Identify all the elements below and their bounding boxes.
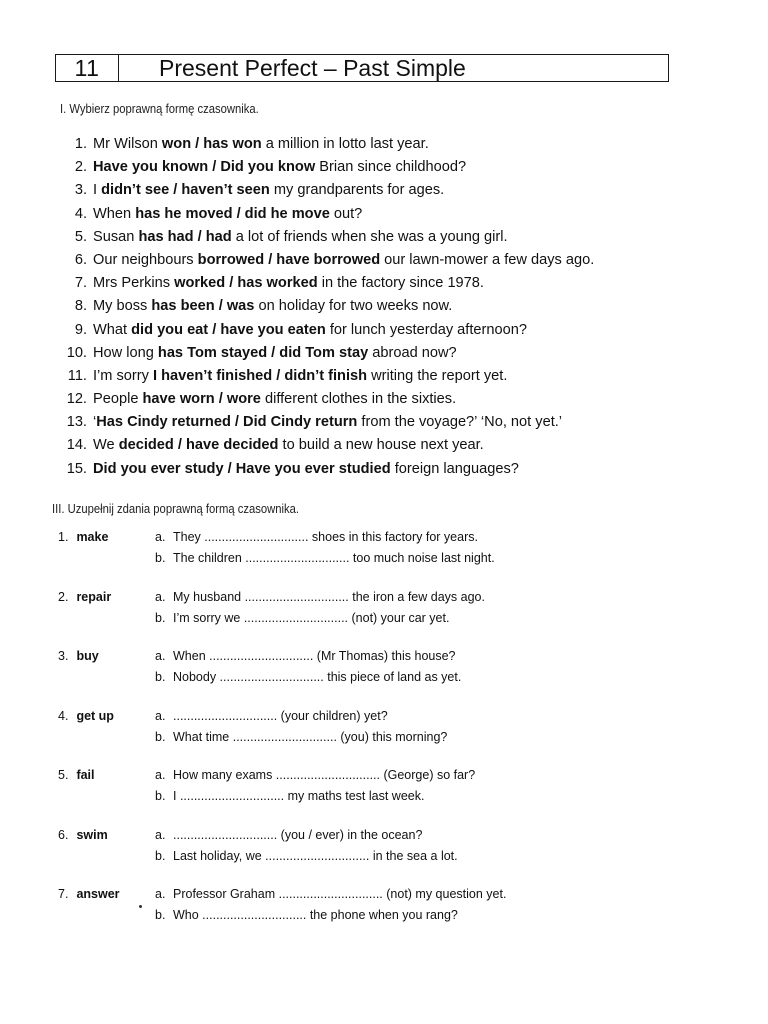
sentence-letter: b.: [155, 789, 166, 803]
choice-options: Has Cindy returned / Did Cindy return: [96, 414, 358, 431]
sentence-text: a lot of friends when she was a young girl.: [231, 228, 508, 245]
choice-options: has he moved / did he move: [135, 205, 330, 222]
item-sentence: [87, 295, 452, 318]
item-sentence: [87, 272, 484, 295]
verb-cue: [58, 887, 120, 901]
exercise-3-group: [58, 709, 718, 769]
sentence-letter: a.: [155, 649, 166, 663]
exercise-1-item: [60, 388, 720, 411]
gap-sentence-a: [155, 530, 478, 544]
verb-cue: [58, 768, 95, 782]
item-sentence: [87, 133, 429, 156]
sentence-text: different clothes in the sixties.: [260, 391, 457, 408]
gap-sentence-a: [155, 768, 475, 782]
item-sentence: [87, 203, 362, 226]
gap-sentence-a: [155, 590, 485, 604]
group-number: 1.: [58, 530, 69, 544]
item-number: 14.: [66, 437, 87, 454]
sentence-text: I: [93, 182, 102, 199]
sentence-letter: b.: [155, 729, 166, 744]
sentence-text: abroad now?: [368, 344, 457, 361]
exercise-1-item: [60, 133, 720, 156]
sentence-text: Last holiday, we .............................. in the sea a lot.: [173, 848, 458, 863]
sentence-text: .............................. (your children) yet?: [173, 708, 388, 723]
sentence-letter: b.: [155, 848, 166, 863]
group-number: 3.: [58, 649, 69, 663]
choice-options: didn’t see / haven’t seen: [101, 182, 270, 199]
sentence-text: in the factory since 1978.: [317, 275, 484, 292]
base-verb: buy: [76, 649, 99, 663]
sentence-letter: b.: [155, 670, 166, 684]
sentence-text: from the voyage?’ ‘No, not yet.’: [357, 414, 563, 431]
choice-options: I haven’t finished / didn’t finish: [153, 367, 368, 384]
verb-cue: [58, 709, 114, 723]
choice-options: Have you known / Did you know: [93, 159, 316, 176]
sentence-letter: a.: [155, 768, 166, 782]
sentence-text: What time .............................. (you) this morning?: [173, 729, 448, 744]
item-number: 8.: [74, 298, 87, 315]
gap-sentence-a: [155, 828, 422, 842]
gap-sentence-a: [155, 649, 456, 663]
choice-options: did you eat / have you eaten: [131, 321, 326, 338]
item-sentence: [87, 226, 508, 249]
choice-options: has been / was: [151, 298, 255, 315]
sentence-text: my grandparents for ages.: [269, 182, 445, 199]
item-sentence: [87, 156, 466, 179]
choice-options: won / has won: [161, 136, 262, 152]
item-sentence: [87, 342, 457, 365]
gap-sentence-b: [155, 908, 458, 922]
exercise-3-group: [58, 768, 718, 828]
group-number: 2.: [58, 589, 69, 604]
sentence-text: I .............................. my maths test last week.: [173, 789, 425, 803]
verb-cue: [58, 828, 108, 842]
group-number: 7.: [58, 887, 69, 901]
exercise-1-item: [60, 342, 720, 365]
sentence-text: for lunch yesterday afternoon?: [325, 321, 527, 338]
sentence-letter: b.: [155, 551, 166, 565]
sentence-text: Mr Wilson: [93, 136, 162, 152]
item-number: 7.: [74, 275, 87, 292]
verb-cue: [58, 590, 111, 604]
exercise-3-group: [58, 887, 718, 947]
base-verb: make: [76, 530, 109, 544]
sentence-text: They .............................. shoes in this factory for years.: [173, 530, 478, 544]
item-sentence: [87, 249, 594, 272]
exercise-1-item: [60, 156, 720, 179]
page-title: Present Perfect – Past Simple: [159, 54, 466, 81]
exercise-3-group: [58, 649, 718, 709]
sentence-letter: a.: [155, 530, 166, 544]
sentence-letter: a.: [155, 589, 166, 604]
choice-options: worked / has worked: [174, 275, 318, 292]
exercise-1-item: [60, 249, 720, 272]
choice-options: has had / had: [138, 228, 232, 245]
item-number: 6.: [74, 251, 87, 268]
choice-options: has Tom stayed / did Tom stay: [157, 344, 369, 361]
sentence-text: We: [93, 437, 119, 454]
item-number: 4.: [74, 205, 87, 222]
exercise-1-item: [60, 319, 720, 342]
exercise-1-item: [60, 226, 720, 249]
item-sentence: [87, 388, 456, 411]
item-number: 13.: [66, 414, 87, 431]
gap-sentence-b: [155, 611, 449, 625]
sentence-letter: a.: [155, 708, 166, 723]
sentence-text: writing the report yet.: [367, 367, 508, 384]
exercise-1-item: [60, 365, 720, 388]
exercise-1-item: [60, 434, 720, 457]
sentence-text: ‘: [93, 414, 97, 431]
base-verb: fail: [76, 768, 95, 782]
choice-options: borrowed / have borrowed: [197, 251, 381, 268]
exercise-1-item: [60, 458, 720, 481]
gap-sentence-a: [155, 709, 388, 723]
sentence-letter: b.: [155, 908, 166, 922]
section-3-heading: III. Uzupełnij zdania poprawną formą czasownika.: [52, 502, 300, 516]
item-number: 12.: [66, 391, 87, 408]
sentence-text: I’m sorry: [93, 367, 153, 384]
exercise-1-item: [60, 179, 720, 202]
sentence-text: .............................. (you / ever) in the ocean?: [173, 827, 423, 842]
gap-sentence-b: [155, 789, 424, 803]
sentence-text: My boss: [93, 298, 152, 315]
exercise-1-item: [60, 295, 720, 318]
sentence-text: How long: [93, 344, 158, 361]
sentence-letter: a.: [155, 887, 166, 901]
item-number: 1.: [74, 136, 87, 152]
sentence-text: Who .............................. the phone when you rang?: [173, 908, 458, 922]
item-number: 15.: [66, 460, 87, 477]
sentence-text: foreign languages?: [390, 460, 519, 477]
sentence-text: How many exams .............................. (George) so far?: [173, 768, 476, 782]
item-number: 5.: [74, 228, 87, 245]
item-sentence: [87, 434, 484, 457]
gap-sentence-b: [155, 551, 495, 565]
choice-options: decided / have decided: [118, 437, 279, 454]
base-verb: get up: [76, 708, 114, 723]
item-number: 10.: [66, 344, 87, 361]
sentence-letter: a.: [155, 827, 166, 842]
choice-options: have worn / wore: [142, 391, 261, 408]
sentence-text: on holiday for two weeks now.: [254, 298, 453, 315]
group-number: 5.: [58, 768, 69, 782]
sentence-text: Nobody .............................. this piece of land as yet.: [173, 670, 462, 684]
exercise-3-group: [58, 530, 718, 590]
sentence-text: People: [93, 391, 143, 408]
item-number: 9.: [74, 321, 87, 338]
sentence-text: Brian since childhood?: [315, 159, 467, 176]
sentence-text: Susan: [93, 228, 139, 245]
item-number: 2.: [74, 159, 87, 176]
sentence-letter: b.: [155, 610, 166, 625]
exercise-1-item: [60, 411, 720, 434]
sentence-text: My husband .............................. the iron a few days ago.: [173, 589, 485, 604]
item-sentence: [87, 179, 444, 202]
item-sentence: [87, 365, 507, 388]
stray-dot-mark: [139, 905, 142, 908]
exercise-1-item: [60, 272, 720, 295]
sentence-text: to build a new house next year.: [278, 437, 484, 454]
title-box: [55, 54, 669, 82]
unit-number: 11: [56, 55, 119, 81]
exercise-1-list: [60, 133, 720, 481]
verb-cue: [58, 649, 99, 663]
group-number: 6.: [58, 827, 69, 842]
gap-sentence-b: [155, 670, 461, 684]
exercise-1-item: [60, 203, 720, 226]
base-verb: answer: [76, 887, 120, 901]
exercise-3-group: [58, 828, 718, 888]
section-1-heading: I. Wybierz poprawną formę czasownika.: [60, 102, 259, 116]
sentence-text: I’m sorry we .............................. (not) your car yet.: [173, 610, 450, 625]
base-verb: repair: [76, 589, 112, 604]
sentence-text: What: [93, 321, 132, 338]
item-sentence: [87, 458, 519, 481]
sentence-text: out?: [329, 205, 363, 222]
exercise-3-group: [58, 590, 718, 650]
verb-cue: [58, 530, 108, 544]
sentence-text: The children .............................. too much noise last night.: [173, 551, 495, 565]
sentence-text: a million in lotto last year.: [261, 136, 429, 152]
sentence-text: Professor Graham .............................. (not) my question yet.: [173, 887, 507, 901]
gap-sentence-a: [155, 887, 506, 901]
item-sentence: [87, 411, 562, 434]
sentence-text: Our neighbours: [93, 251, 198, 268]
item-sentence: [87, 319, 527, 342]
sentence-text: When: [93, 205, 136, 222]
sentence-text: When .............................. (Mr Thomas) this house?: [173, 649, 456, 663]
gap-sentence-b: [155, 849, 458, 863]
base-verb: swim: [76, 827, 108, 842]
group-number: 4.: [58, 708, 69, 723]
sentence-text: Mrs Perkins: [93, 275, 175, 292]
item-number: 11.: [67, 367, 87, 384]
exercise-3-list: [58, 530, 718, 947]
sentence-text: our lawn-mower a few days ago.: [380, 251, 595, 268]
gap-sentence-b: [155, 730, 447, 744]
item-number: 3.: [74, 182, 87, 199]
choice-options: Did you ever study / Have you ever studied: [93, 460, 391, 477]
